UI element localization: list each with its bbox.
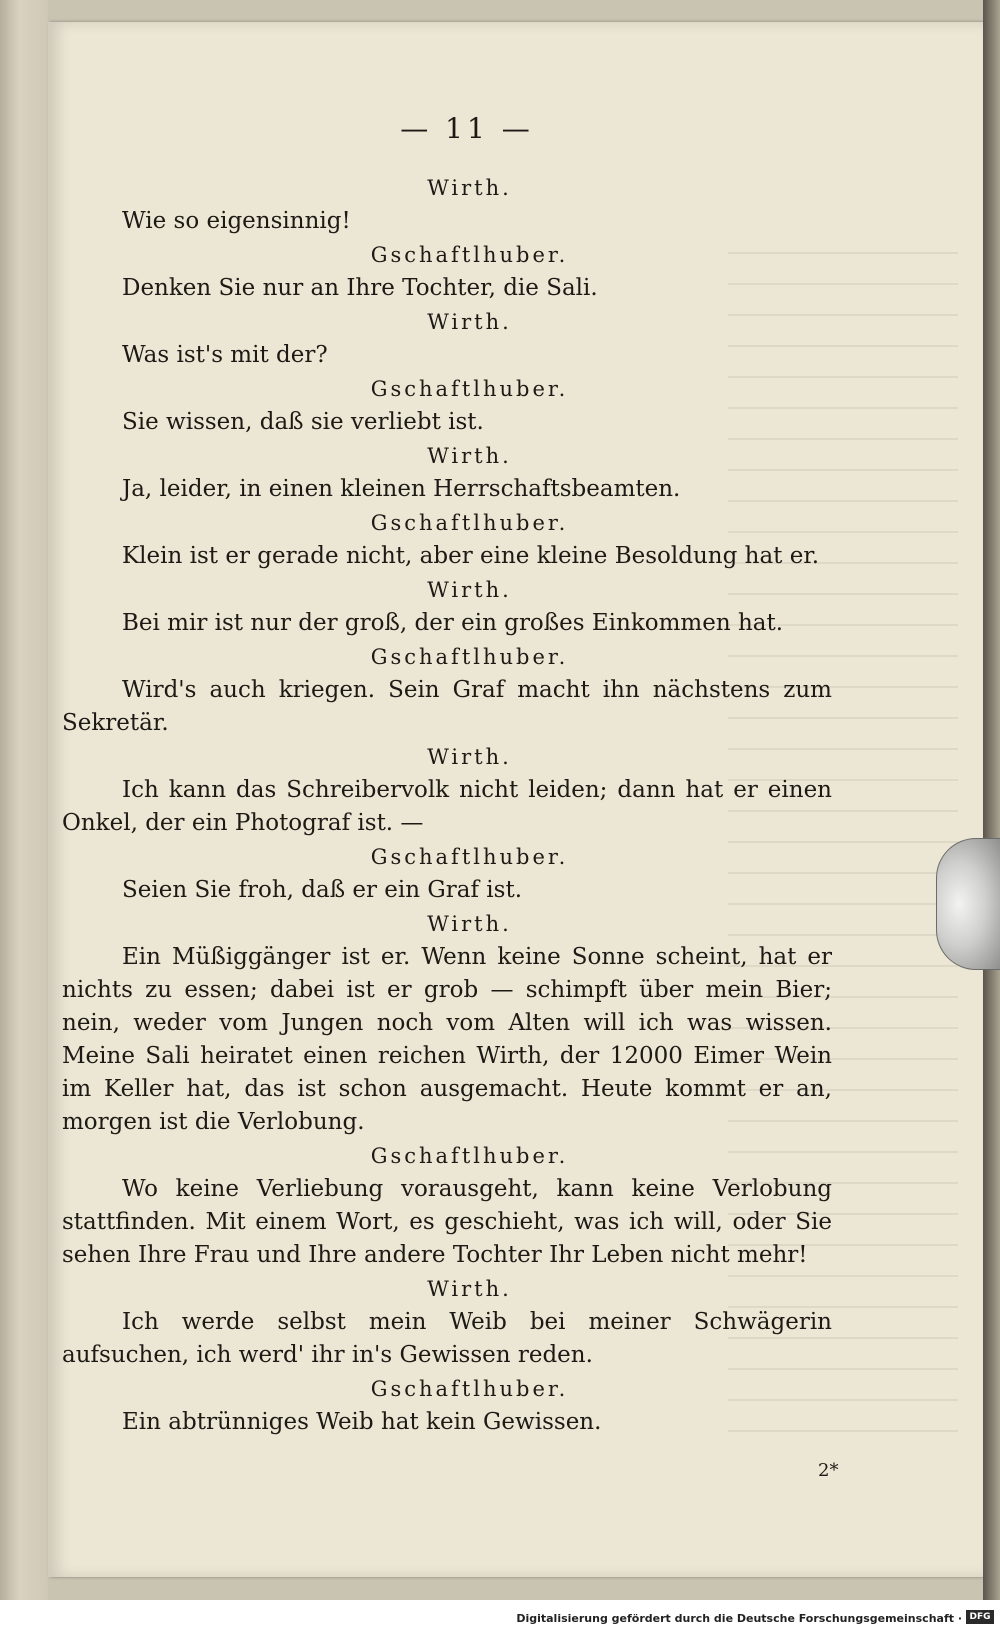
speaker-name: Gschaftlhuber. (370, 1144, 569, 1168)
page-text (62, 112, 832, 1439)
speaker-name: Gschaftlhuber. (370, 1377, 569, 1401)
speech-text: Seien Sie froh, daß er ein Graf ist. (122, 877, 523, 903)
speech-text: Ein abtrünniges Weib hat kein Gewissen. (122, 1409, 602, 1435)
page-clip (936, 838, 1000, 970)
speech-text: Ja, leider, in einen kleinen Herrschaftsbeamten. (122, 476, 681, 502)
speech-text: Ein Müßiggänger ist er. Wenn keine Sonne scheint, hat er nichts zu essen; dabei ist er grob — schimpft über mein Bier; nein, weder vom Jungen noch vom Alten will ich was wissen. Meine Sali heiratet einen reichen Wirth, der 12000 Eimer Wein im Keller hat, das ist schon ausgemacht. Heute kommt er an, morgen ist die Verlobung. (62, 944, 832, 1135)
signature-mark: 2* (818, 1460, 839, 1481)
speech-text: Was ist's mit der? (122, 342, 328, 368)
speaker-name: Wirth. (427, 578, 512, 602)
speech-text: Wie so eigensinnig! (122, 208, 351, 234)
speaker-name: Gschaftlhuber. (370, 377, 569, 401)
speech-text: Klein ist er gerade nicht, aber eine kleine Besoldung hat er. (122, 543, 820, 569)
speech-text: Ich kann das Schreibervolk nicht leiden; dann hat er einen Onkel, der ein Photograf ist. — (62, 777, 832, 836)
speaker-name: Gschaftlhuber. (370, 845, 569, 869)
speaker-name: Wirth. (427, 176, 512, 200)
speech-text: Wird's auch kriegen. Sein Graf macht ihn nächstens zum Sekretär. (62, 677, 832, 736)
book-left-edge (0, 0, 48, 1630)
speaker-name: Wirth. (427, 310, 512, 334)
dfg-logo: DFG (966, 1610, 994, 1624)
dialogue (62, 171, 832, 1439)
footer-credit: Digitalisierung gefördert durch die Deutsche Forschungsgemeinschaft · (516, 1612, 962, 1625)
speaker-name: Wirth. (427, 444, 512, 468)
speaker-name: Gschaftlhuber. (370, 243, 569, 267)
speech-text: Sie wissen, daß sie verliebt ist. (122, 409, 484, 435)
book-right-edge (983, 0, 1000, 1630)
speaker-name: Wirth. (427, 1277, 512, 1301)
speech-text: Denken Sie nur an Ihre Tochter, die Sali. (122, 275, 598, 301)
speech-text: Bei mir ist nur der groß, der ein großes Einkommen hat. (122, 610, 784, 636)
speech-text: Ich werde selbst mein Weib bei meiner Schwägerin aufsuchen, ich werd' ihr in's Gewissen reden. (62, 1309, 832, 1368)
speaker-name: Gschaftlhuber. (370, 645, 569, 669)
speaker-name: Gschaftlhuber. (370, 511, 569, 535)
speaker-name: Wirth. (427, 745, 512, 769)
page-number: — 11 — (400, 112, 534, 145)
speech-text: Wo keine Verliebung vorausgeht, kann keine Verlobung stattfinden. Mit einem Wort, es geschieht, was ich will, oder Sie sehen Ihre Frau und Ihre andere Tochter Ihr Leben nicht mehr! (62, 1176, 832, 1268)
speaker-name: Wirth. (427, 912, 512, 936)
